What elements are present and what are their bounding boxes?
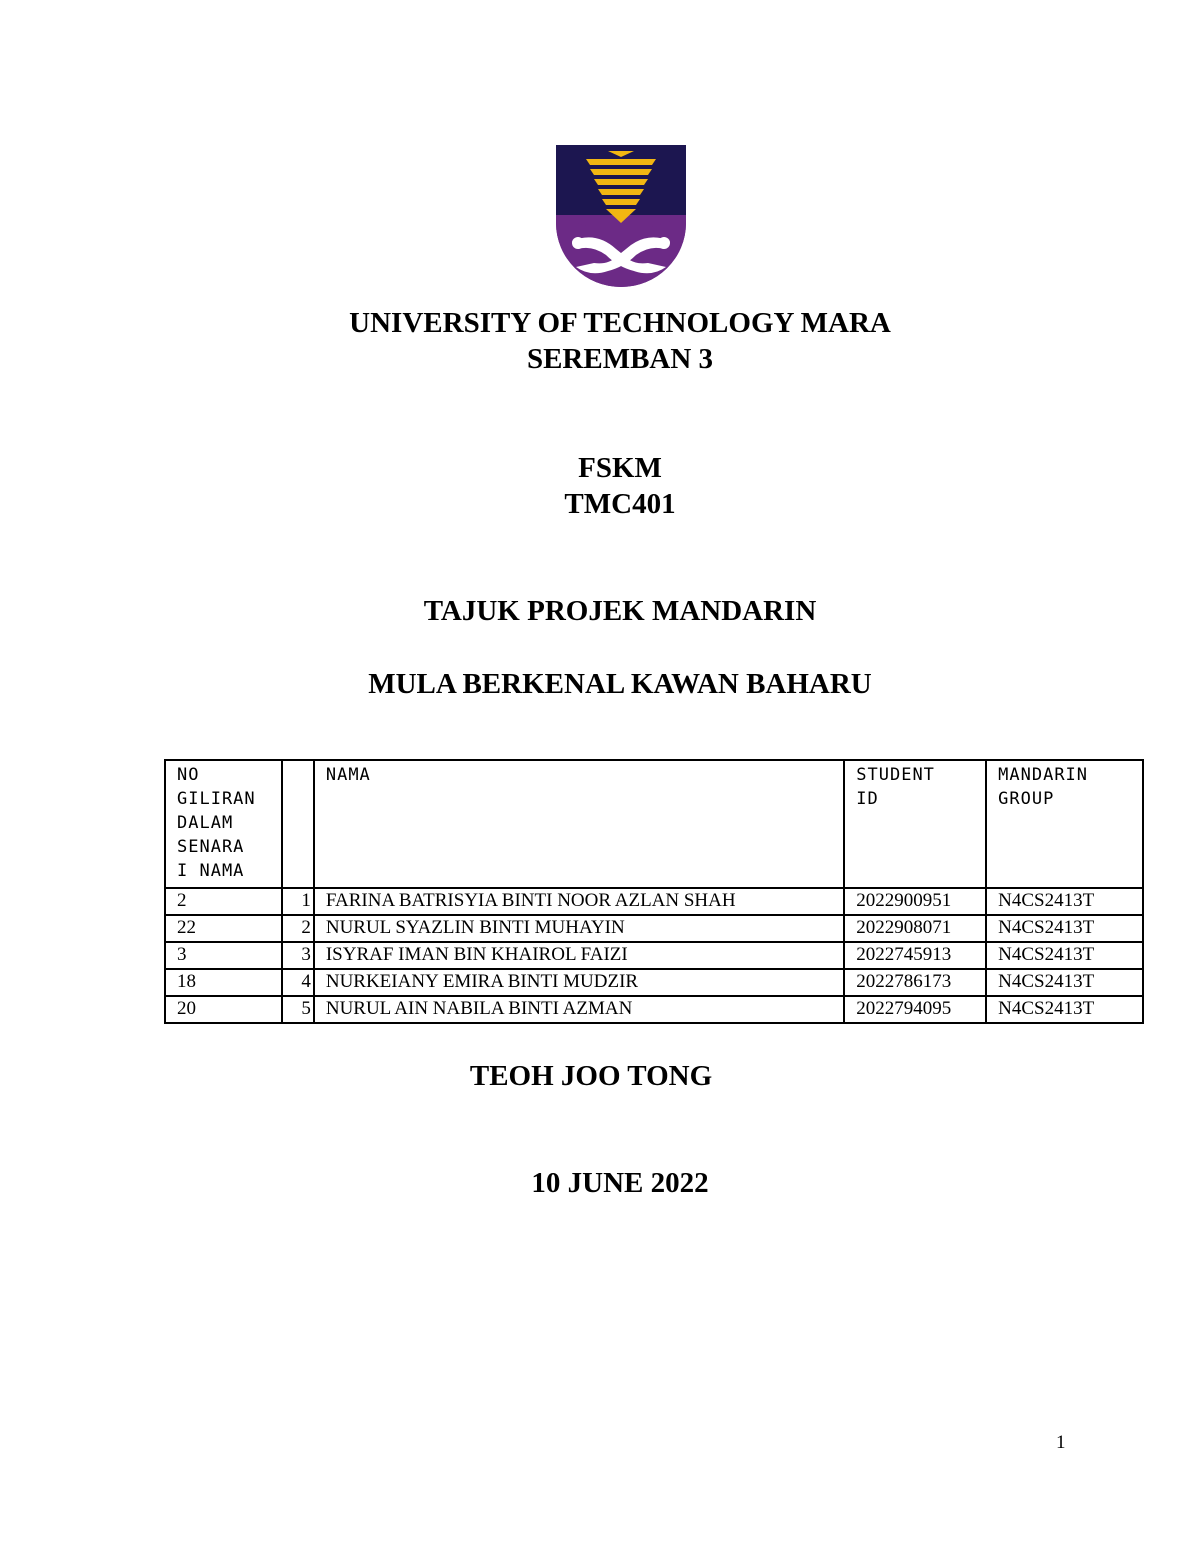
header-seq <box>282 760 314 888</box>
campus-name: SEREMBAN 3 <box>526 343 714 375</box>
cell-seq: 1 <box>282 888 314 915</box>
cell-student-id: 2022786173 <box>844 969 986 996</box>
page-number: 1 <box>1056 1432 1066 1453</box>
cell-student-id: 2022745913 <box>844 942 986 969</box>
cell-group: N4CS2413T <box>986 996 1143 1023</box>
cell-nama: NURUL AIN NABILA BINTI AZMAN <box>314 996 844 1023</box>
cell-seq: 2 <box>282 915 314 942</box>
submission-date: 10 JUNE 2022 <box>531 1167 709 1199</box>
cell-nama: NURUL SYAZLIN BINTI MUHAYIN <box>314 915 844 942</box>
faculty-name: FSKM <box>578 452 662 484</box>
faculty-heading <box>0 450 1200 522</box>
cell-nama: ISYRAF IMAN BIN KHAIROL FAIZI <box>314 942 844 969</box>
university-name: UNIVERSITY OF TECHNOLOGY MARA <box>349 307 891 339</box>
cell-student-id: 2022794095 <box>844 996 986 1023</box>
cell-group: N4CS2413T <box>986 888 1143 915</box>
table-row <box>165 969 1143 996</box>
cell-no: 2 <box>165 888 282 915</box>
table-row <box>165 915 1143 942</box>
cell-student-id: 2022900951 <box>844 888 986 915</box>
cell-no: 3 <box>165 942 282 969</box>
header-no-giliran: NO GILIRAN DALAM SENARA I NAMA <box>165 760 282 888</box>
table-row <box>165 996 1143 1023</box>
uitm-logo <box>556 145 686 287</box>
cell-seq: 3 <box>282 942 314 969</box>
project-label: TAJUK PROJEK MANDARIN <box>423 595 817 627</box>
university-heading <box>0 305 1200 377</box>
cell-group: N4CS2413T <box>986 942 1143 969</box>
cell-seq: 4 <box>282 969 314 996</box>
header-nama: NAMA <box>314 760 844 888</box>
cell-no: 18 <box>165 969 282 996</box>
cell-group: N4CS2413T <box>986 969 1143 996</box>
cell-seq: 5 <box>282 996 314 1023</box>
project-title: MULA BERKENAL KAWAN BAHARU <box>368 668 872 700</box>
cell-nama: FARINA BATRISYIA BINTI NOOR AZLAN SHAH <box>314 888 844 915</box>
course-code: TMC401 <box>564 488 676 520</box>
header-mandarin-group: MANDARIN GROUP <box>986 760 1143 888</box>
cell-no: 20 <box>165 996 282 1023</box>
table-row <box>165 888 1143 915</box>
table-row <box>165 942 1143 969</box>
cell-student-id: 2022908071 <box>844 915 986 942</box>
cell-no: 22 <box>165 915 282 942</box>
header-student-id: STUDENT ID <box>844 760 986 888</box>
members-table <box>164 759 1144 1024</box>
table-header-row <box>165 760 1143 888</box>
lecturer-name: TEOH JOO TONG <box>469 1060 713 1092</box>
cell-group: N4CS2413T <box>986 915 1143 942</box>
cell-nama: NURKEIANY EMIRA BINTI MUDZIR <box>314 969 844 996</box>
